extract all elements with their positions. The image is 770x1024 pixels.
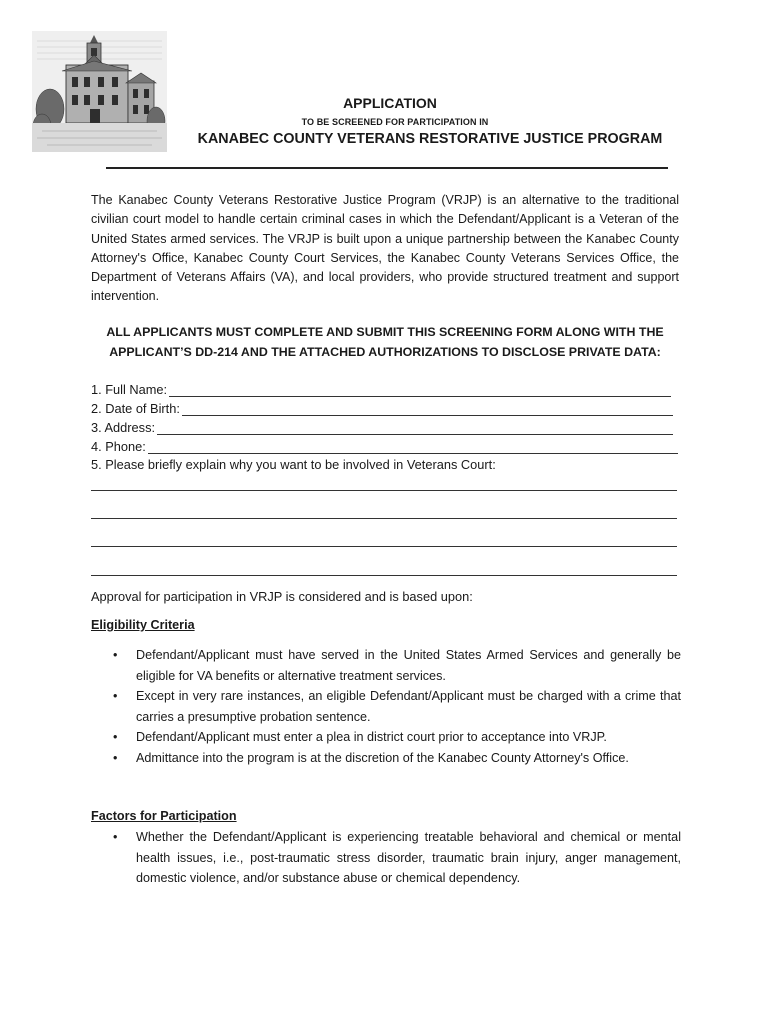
address-label: 3. Address: (91, 420, 156, 435)
bullet-icon: • (113, 648, 118, 662)
phone-label: 4. Phone: (91, 439, 146, 454)
bullet-icon: • (113, 830, 118, 844)
full-name-input-line[interactable] (169, 384, 671, 397)
courthouse-logo-image (32, 31, 167, 152)
list-item (91, 827, 681, 889)
document-title: APPLICATION (343, 95, 437, 111)
date-of-birth-field[interactable] (91, 399, 673, 416)
list-item (91, 727, 681, 748)
factors-heading: Factors for Participation (91, 809, 237, 823)
program-name: KANABEC COUNTY VETERANS RESTORATIVE JUSTICE PROGRAM (197, 131, 663, 147)
eligibility-item-text: Except in very rare instances, an eligible Defendant/Applicant must be charged with a crime that carries a presumptive probation sentence. (136, 689, 681, 724)
factors-list (91, 827, 681, 889)
bullet-icon: • (113, 750, 118, 765)
answer-line-4[interactable] (91, 575, 677, 576)
phone-input-line[interactable] (148, 441, 678, 454)
submission-notice: ALL APPLICANTS MUST COMPLETE AND SUBMIT THIS SCREENING FORM ALONG WITH THE APPLICANT’S DD-214 AND THE ATTACHED AUTHORIZATIONS TO DISCLOSE PRIVATE DATA: (106, 325, 664, 359)
eligibility-item-text: Defendant/Applicant must enter a plea in district court prior to acceptance into VRJP. (136, 730, 607, 744)
question-5-label: 5. Please briefly explain why you want to be involved in Veterans Court: (91, 457, 496, 472)
bullet-icon: • (113, 689, 118, 703)
approval-statement: Approval for participation in VRJP is considered and is based upon: (91, 589, 473, 604)
list-item (91, 686, 681, 727)
eligibility-list (91, 645, 681, 768)
full-name-field[interactable] (91, 380, 671, 397)
header-divider (106, 167, 668, 169)
address-field[interactable] (91, 418, 673, 435)
document-subtitle: TO BE SCREENED FOR PARTICIPATION IN (301, 117, 489, 127)
date-of-birth-label: 2. Date of Birth: (91, 401, 180, 416)
answer-line-3[interactable] (91, 546, 677, 547)
eligibility-item-text: Admittance into the program is at the discretion of the Kanabec County Attorney's Office. (136, 750, 629, 765)
date-of-birth-input-line[interactable] (182, 403, 673, 416)
answer-line-2[interactable] (91, 518, 677, 519)
eligibility-heading: Eligibility Criteria (91, 618, 195, 632)
list-item (91, 645, 681, 686)
address-input-line[interactable] (157, 422, 673, 435)
eligibility-item-text: Defendant/Applicant must have served in the United States Armed Services and generally be eligible for VA benefits or alternative treatment services. (136, 648, 681, 683)
intro-paragraph: The Kanabec County Veterans Restorative Justice Program (VRJP) is an alternative to the traditional civilian court model to handle certain criminal cases in which the Defendant/Applicant is a Veteran of the United States armed services. The VRJP is built upon a unique partnership between the Kanabec County Attorney's Office, Kanabec County Court Services, the Kanabec County Veterans Services Office, the Department of Veterans Affairs (VA), and local providers, who provide structured treatment and support intervention. (91, 193, 679, 304)
full-name-label: 1. Full Name: (91, 382, 168, 397)
answer-line-1[interactable] (91, 490, 677, 491)
phone-field[interactable] (91, 437, 678, 454)
list-item (91, 748, 681, 769)
factors-item-text: Whether the Defendant/Applicant is experiencing treatable behavioral and chemical or mental health issues, i.e., post-traumatic stress disorder, traumatic brain injury, anger management, domestic violence, and/or substance abuse or chemical dependency. (136, 830, 681, 885)
bullet-icon: • (113, 730, 118, 744)
